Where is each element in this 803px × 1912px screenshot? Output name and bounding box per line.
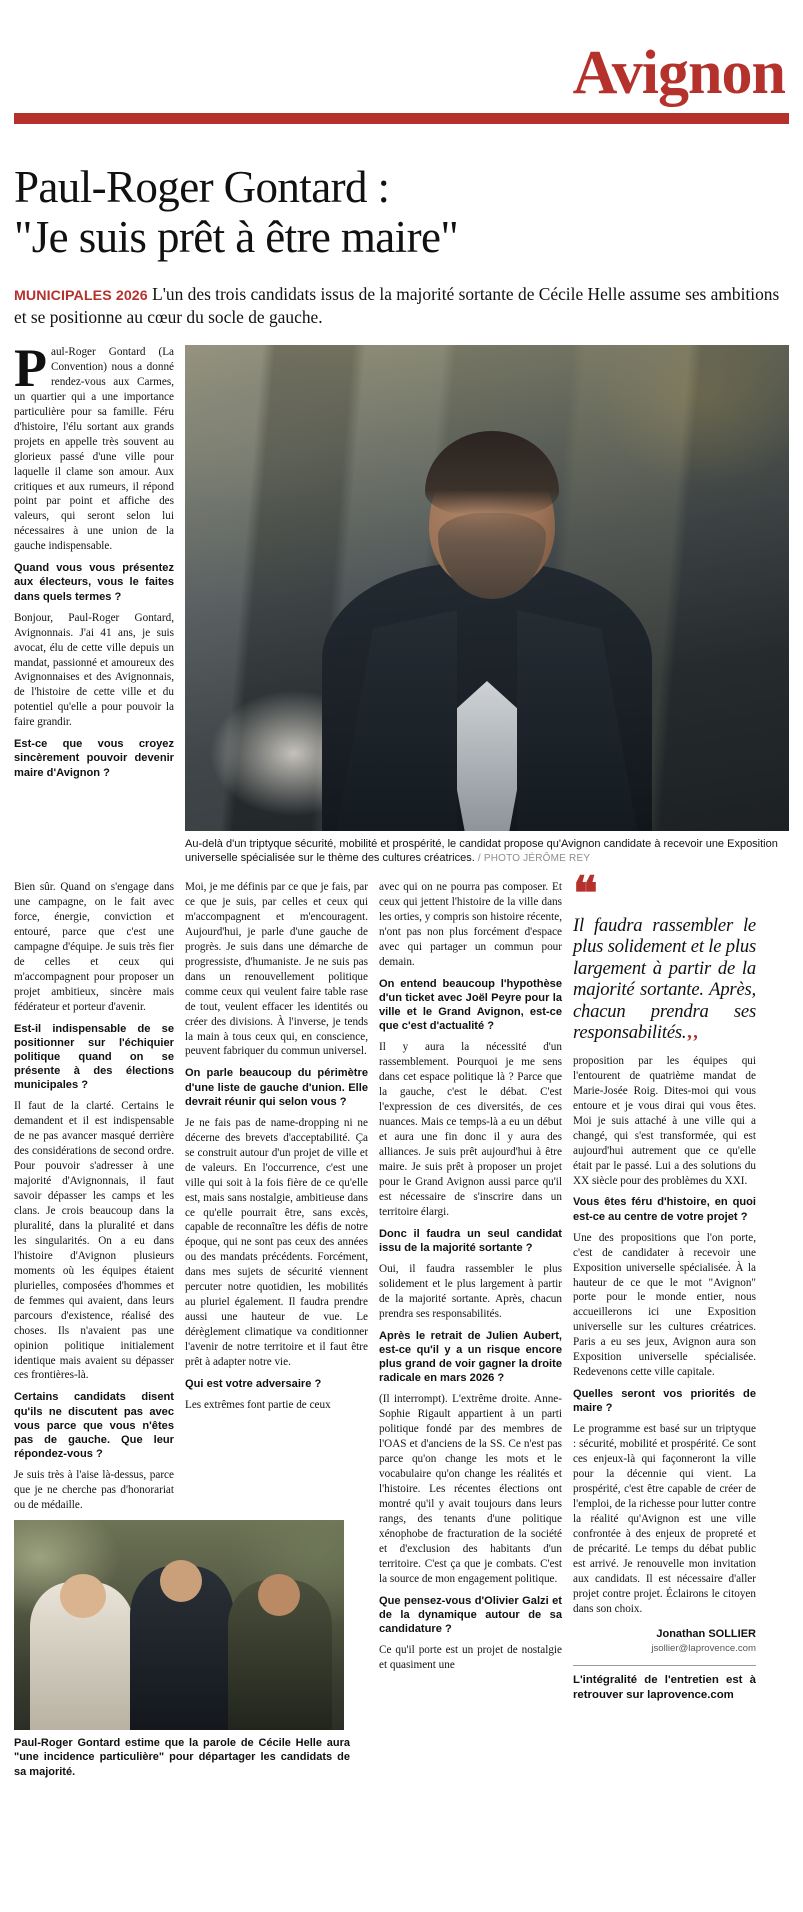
- question-1: Quand vous vous présentez aux électeurs, vous le faites dans quels termes ?: [14, 562, 174, 603]
- quote-open-icon: ❝: [573, 867, 596, 919]
- pull-quote-block: [573, 867, 756, 1044]
- standfirst-text: L'un des trois candidats issus de la majorité sortante de Cécile Helle assume ses ambitions et se positionne au cœur du socle de gauche.: [14, 283, 780, 327]
- question-c4-1: Vous êtes féru d'histoire, en quoi est-ce au centre de votre projet ?: [573, 1196, 756, 1223]
- headline-line-1: Paul-Roger Gontard :: [14, 161, 390, 212]
- headline-line-2: "Je suis prêt à être maire": [14, 212, 459, 263]
- masthead-title: Avignon: [572, 39, 785, 107]
- question-c2-2: Qui est votre adversaire ?: [185, 1377, 322, 1390]
- intro-text: aul-Roger Gontard (La Convention) nous a donné rendez-vous aux Carmes, un quartier qui a une importance particulière pour sa famille. Féru d'histoire, l'élu sortant aux grands projets en appelle très souvent au glorieux passé d'une ville pour laquelle il clame son amour. Aux critiques et aux rumeurs, il répond point par point et affiche des valeurs, qui seront selon lui nécessaires à une union de la gauche indispensable.: [14, 345, 174, 553]
- main-photo-caption: [185, 837, 789, 866]
- bottom-photo-person-2-head: [160, 1560, 202, 1602]
- masthead: [14, 0, 789, 124]
- question-c4-2: Quelles seront vos priorités de maire ?: [573, 1388, 756, 1415]
- column-1-top: [14, 337, 174, 787]
- column-4: [573, 867, 756, 1703]
- question-4: Certains candidats disent qu'ils ne discutent pas avec vous parce que vous n'êtes pas de gauche. Que leur répondez-vous ?: [14, 1391, 174, 1461]
- answer-c4-2: Le programme est basé sur un triptyque : sécurité, mobilité et prospérité. Ce sont ces enjeux-là qui façonneront la ville pour la décennie qui vient. La prospérité, c'est être capable de créer de l'emploi, de la richesse pour lutter contre la réalité qu'Avignon est une ville confrontée à des enjeux de propreté et de précarité. Le temps du débat public est arrivé. Je renouvelle mon invitation aux candidats. Il est nécessaire d'aller projet contre projet. Éclairons le citoyen dans son choix.: [573, 1423, 756, 1615]
- top-band: [14, 337, 789, 866]
- footnote-text: L'intégralité de l'entretien est à retrouver sur laprovence.com: [573, 1674, 756, 1702]
- answer-c2-2: Les extrêmes font partie de ceux: [185, 1399, 331, 1411]
- main-photo: [185, 345, 789, 831]
- question-c3-3: Après le retrait de Julien Aubert, est-ce qu'il y a un risque encore plus grand de voir gagner la droite radicale en mars 2026 ?: [379, 1329, 562, 1385]
- answer-c3-3: (Il interrompt). L'extrême droite. Anne-Sophie Rigault appartient à un parti politique fondé par des membres de l'OAS et d'anciens de la SS. Ce n'est pas parce qu'on change les mots et le vocabulaire qu'on change les réalités et l'histoire. Les récentes élections ont montré qu'il y avait toujours dans leurs rangs, des tenants d'une politique xénophobe de fracturation de la société et d'exclusion des habitants d'un territoire. C'est ça que je combats. C'est la source de mon engagement politique.: [379, 1393, 562, 1585]
- bottom-photo: [14, 1520, 344, 1730]
- answer-3: Il faut de la clarté. Certains le demandent et il est indispensable de ne pas avancer masqué derrière des considérations de second ordre. Pour pouvoir s'adresser à une majorité d'Avignonnais, il faut savoir dépasser les camps et les clans. Je crois beaucoup dans la pluralité, dans la pluralité et dans les singularités. On a eu dans l'histoire d'Avignon plusieurs moments où les équipes étaient plurielles, composées d'hommes et de femmes qui avaient, dans leurs parcours d'existence, réalisé des choses. Ils n'avaient pas une opinion politique initialement identique mais avaient su dépasser ces frontières-là.: [14, 1100, 174, 1382]
- masthead-rule: [14, 113, 789, 124]
- answer-continued-3: avec qui on ne pourra pas composer. Et ceux qui jettent l'histoire de la ville dans les orties, y compris son histoire récente, n'ont pas non plus forcément d'espace avec qui partager un commun pour demain.: [379, 880, 562, 968]
- footnote-divider: [573, 1665, 756, 1666]
- bottom-photo-caption: Paul-Roger Gontard estime que la parole de Cécile Helle aura "une incidence particulière" pour départager les candidats de sa majorité.: [14, 1736, 350, 1778]
- answer-c3-1: Il y aura la nécessité d'un rassemblement. Pourquoi je me sens dans cet espace politique là ? Parce que la gauche, c'est le débat. C'est l'expression de ces diversités, de ces nuances. Mais ce temps-là a eu un début et aura une fin donc il y aura des alliances. Je suis prêt aujourd'hui à être maire. Je suis prêt à proposer un projet pour le Grand Avignon aussi parce qu'il est nécessaire de s'inscrire dans un territoire élargi.: [379, 1041, 562, 1218]
- main-photo-credit: / PHOTO JÉRÔME REY: [477, 853, 591, 865]
- question-2: Est-ce que vous croyez sincèrement pouvoir devenir maire d'Avignon ?: [14, 738, 174, 779]
- answer-c2-1: Je ne fais pas de name-dropping ni ne décerne des brevets d'acceptabilité. Ça se construit autour d'un projet de ville et de valeurs. En l'occurrence, c'est une ville qui soit à la fois fière de ce qu'elle est, mais sans nostalgie, ambitieuse dans ce qu'elle pourrait être, sans excès, capable de reconnaître les défis de notre époque, qui ne sont pas ceux des années ou des mandats précédents. Forcément, dans mes sujets de sécurité viennent percuter notre quotidien, les mobilités au pluriel également. Il faudra prendre aussi une hauteur de vue. Le dérèglement climatique va conditionner l'avenir de notre territoire et il faut être prêt à adapter notre vie.: [185, 1116, 368, 1369]
- main-photo-wrapper: [185, 345, 789, 866]
- drop-cap: P: [14, 337, 47, 398]
- answer-c3-4: Ce qu'il porte est un projet de nostalgie et quasiment une: [379, 1644, 562, 1671]
- standfirst-kicker: MUNICIPALES 2026: [14, 287, 148, 304]
- bottom-photo-person-1-head: [60, 1574, 106, 1618]
- answer-c4-1: Une des propositions que l'on porte, c'est de candidater à recevoir une Exposition universelle spécialisée. À la hauteur de ce que le mot "Avignon" porte pour le monde entier, nous accueillerons ici une Exposition universelle sur les cultures créatrices. Paris a eu ses jeux, Avignon aura son Exposition universelle spécialisée. Redevenons cette ville capitale.: [573, 1231, 756, 1379]
- answer-4: Je suis très à l'aise là-dessus, parce que je ne cherche pas d'honorariat ou de médaille.: [14, 1469, 174, 1512]
- answer-1: Bonjour, Paul-Roger Gontard, Avignonnais. J'ai 41 ans, je suis avocat, élu de cette ville depuis un mandat, passionné et amoureux des Avignonnaises et des Avignonnais, de l'histoire de cette ville et du potentiel qu'elle a pour pouvoir la faire grandir.: [14, 611, 174, 729]
- column-3: [379, 880, 562, 1680]
- article-body: [14, 337, 789, 1779]
- lower-band: [14, 867, 789, 1779]
- answer-continued-2: Moi, je me définis par ce que je fais, par ce que je suis, par celles et ceux qui m'accompagnent et m'encouragent. Aujourd'hui, je parle d'une gauche de progrès. Je suis dans une démarche de progressiste, d'humaniste. Je ne suis pas dans un renouvellement politique comme ceux qui veulent faire table rase de tout, veulent effacer les identités ou créer des divisions. À l'inverse, je tends la main à tous ceux qui, en conscience, peuvent fabriquer du commun universel.: [185, 880, 368, 1058]
- pull-quote-text: [573, 915, 756, 1044]
- main-photo-caption-text: Au-delà d'un triptyque sécurité, mobilité et prospérité, le candidat propose qu'Avignon candidate à recevoir une Exposition universelle spécialisée sur le thème des cultures créatrices.: [185, 837, 778, 865]
- article-headline: [14, 162, 789, 263]
- question-c3-1: On entend beaucoup l'hypothèse d'un ticket avec Joël Peyre pour la ville et le Grand Avignon, est-ce que c'est d'actualité ?: [379, 977, 562, 1033]
- author-email[interactable]: jsollier@laprovence.com: [651, 1643, 756, 1655]
- bottom-photo-person-3-head: [258, 1574, 300, 1616]
- question-c3-4: Que pensez-vous d'Olivier Galzi et de la dynamique autour de sa candidature ?: [379, 1594, 562, 1635]
- answer-c3-2: Oui, il faudra rassembler le plus solidement et le plus largement à partir de la majorité sortante. Après, chacun prendra ses responsabilités.: [379, 1262, 562, 1320]
- question-c3-2: Donc il faudra un seul candidat issu de la majorité sortante ?: [379, 1227, 562, 1254]
- article-standfirst: [14, 283, 789, 329]
- author-signature: Jonathan SOLLIER: [656, 1627, 756, 1640]
- question-3: Est-il indispensable de se positionner sur l'échiquier politique quand on se présente à des élections municipales ?: [14, 1022, 174, 1092]
- question-c2-1: On parle beaucoup du périmètre d'une liste de gauche d'union. Elle devrait réunir qui selon vous ?: [185, 1067, 368, 1108]
- column-2: [185, 880, 368, 1420]
- answer-continued-4: proposition par les équipes qui l'entourent de quatrième mandat de Marie-Josée Roig. Dites-moi qui vous entoure et je vous dirai qui vous êtes. Moi je suis attaché à une ville qui a changé, qui s'est transformée, qui est aujourd'hui autrement que ce qu'elle était par le passé. Lui a des solutions du XX siècle pour des problèmes du XXI.: [573, 1054, 756, 1187]
- intro-paragraph: [14, 337, 174, 554]
- answer-2: Bien sûr. Quand on s'engage dans une campagne, on le fait avec force, énergie, conviction et entouré, parce que c'est une campagne d'équipe. Je suis très fier de celles et ceux qui m'accompagnent pour proposer un projet ambitieux, sincère mais fédérateur et porteur d'avenir.: [14, 880, 174, 1013]
- pull-quote-body: Il faudra rassembler le plus solidement et le plus largement à partir de la majorité sortante. Après, chacun prendra ses responsabilités.: [573, 914, 756, 1044]
- quote-close-icon: ‚‚: [686, 1022, 699, 1044]
